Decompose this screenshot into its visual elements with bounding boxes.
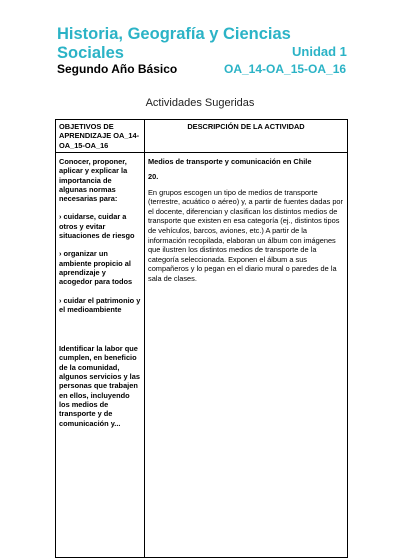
activity-title: Medios de transporte y comunicación en Chile — [148, 157, 312, 166]
objective-item: Identificar la labor que cumplen, en beneficio de la comunidad, algunos servicios y las personas que trabajen en ellos, incluyendo los medios de transporte y de comunicación y... — [59, 344, 140, 428]
objective-item: › cuidar el patrimonio y el medioambiente — [59, 295, 141, 314]
unit-label: Unidad 1 — [292, 44, 347, 59]
activity-description: En grupos escogen un tipo de medios de transporte (terrestre, acuático o aéreo) y, a partir de fuentes dadas por el docente, diferencian y clasifican los distintos medios de transporte que existen en esa categoría (ej., distintos tipos de vehículos, barcos, aviones, etc.) A partir de la información recopilada, elaboran un álbum con imágenes que ilustren los distintos medios de transporte de la categoría seleccionada. Exponen el álbum a sus compañeros y lo pegan en el diario mural o paredes de la sala de clases. — [148, 187, 343, 283]
table-header-row — [56, 120, 348, 153]
document-title-line2: Sociales — [57, 44, 124, 62]
table-row — [56, 153, 348, 558]
description-cell — [145, 153, 348, 558]
activity-number: 20. — [148, 172, 159, 182]
objective-item: Conocer, proponer, aplicar y explicar la importancia de algunas normas necesarias para: — [59, 157, 128, 204]
document-title — [57, 25, 307, 63]
objectives-column-header: OBJETIVOS DE APRENDIZAJE OA_14-OA_15-OA_16 — [56, 120, 145, 153]
section-title: Actividades Sugeridas — [145, 97, 255, 109]
objective-item: › cuidarse, cuidar a otros y evitar situaciones de riesgo — [59, 212, 135, 241]
objective-item: › organizar un ambiente propicio al aprendizaje y acogedor para todos — [59, 249, 133, 287]
objectives-code: OA_14-OA_15-OA_16 — [224, 62, 347, 76]
description-column-header: DESCRIPCIÓN DE LA ACTIVIDAD — [145, 120, 348, 153]
grade-label: Segundo Año Básico — [57, 62, 178, 76]
objectives-cell — [56, 153, 145, 558]
activities-table — [55, 119, 348, 558]
document-title-line1: Historia, Geografía y Ciencias — [57, 25, 291, 43]
